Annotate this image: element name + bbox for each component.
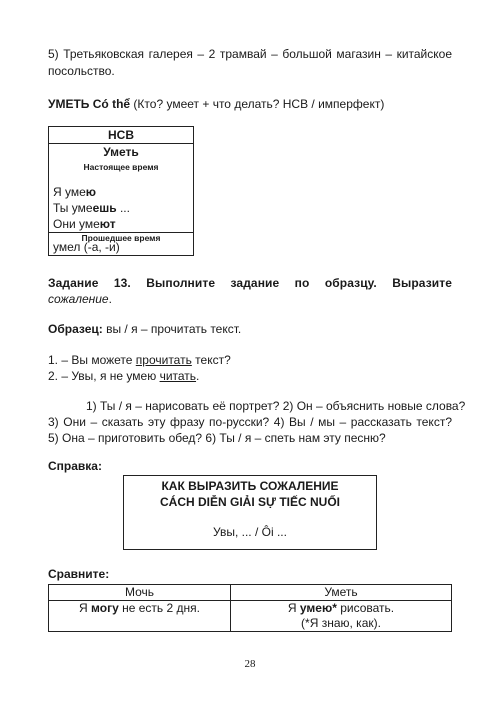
cell-text: рисовать. <box>336 601 395 615</box>
task-title <box>48 275 452 292</box>
compare-cell-moch <box>49 601 230 616</box>
task-period: . <box>108 292 112 306</box>
task-italic: сожаление <box>48 292 109 306</box>
intro-line-1: 5) Третьяковская галерея – 2 трамвай – большой магазин – китайское <box>48 47 452 61</box>
conj-stem: Ты уме <box>53 201 93 215</box>
conj-stem: Они уме <box>53 217 100 231</box>
cell-text: Я <box>287 601 300 615</box>
example-text: 1. – Вы можете <box>48 353 136 367</box>
example-underlined: читать <box>159 369 197 383</box>
cell-text: Я <box>79 601 92 615</box>
present-tense-label: Настоящее время <box>83 162 159 172</box>
umet-heading-rest: (Кто? умеет + что делать? НСВ / имперфект) <box>130 97 385 111</box>
compare-label <box>48 566 452 583</box>
conj-row-ty <box>49 200 193 216</box>
example-text: текст? <box>191 353 231 367</box>
nsv-table-header: НСВ <box>49 127 193 144</box>
example-text: 2. – Увы, я не умею <box>48 369 160 383</box>
past-tense-value: умел (-а, -и) <box>53 240 120 254</box>
sample-line <box>48 321 452 338</box>
umet-heading <box>48 96 452 113</box>
reference-title-ru: КАК ВЫРАЗИТЬ СОЖАЛЕНИЕ <box>161 479 339 493</box>
reference-label <box>48 458 452 475</box>
cell-text: не есть 2 дня. <box>118 601 200 615</box>
intro-line-2: посольство. <box>48 64 115 78</box>
compare-cell-umet <box>231 601 451 616</box>
compare-header-moch: Мочь <box>124 585 155 599</box>
cell-bold: умею* <box>299 601 337 615</box>
example-text: . <box>196 369 200 383</box>
compare-header-umet: Уметь <box>324 585 358 599</box>
conj-ending: ют <box>99 217 116 231</box>
page-number: 28 <box>244 658 256 670</box>
exercise-line-1: 1) Ты / я – нарисовать её портрет? 2) Он – объяснить новые слова? <box>86 399 466 413</box>
reference-title-vi: CÁCH DIỄN GIẢI SỰ TIẾC NUỐI <box>160 495 340 509</box>
exercise-line-3: 5) Она – приготовить обед? 6) Ты / я – спеть нам эту песню? <box>48 431 386 445</box>
conj-row-ya <box>49 184 193 200</box>
umet-heading-bold: УМЕТЬ Có thể <box>48 97 131 111</box>
task-title-line-2 <box>48 291 452 308</box>
compare-label-text: Сравните: <box>48 567 110 581</box>
reference-box <box>123 475 377 550</box>
reference-example: Увы, ... / Ôi ... <box>213 525 287 539</box>
example-1 <box>48 352 452 369</box>
past-tense-label: Прошедшее время <box>81 233 161 243</box>
nsv-conjugation-table <box>48 126 194 256</box>
example-underlined: прочитать <box>135 353 192 367</box>
compare-table <box>48 584 452 632</box>
compare-cell-umet-note: (*Я знаю, как). <box>301 616 381 630</box>
conj-ellipsis: ... <box>116 201 130 215</box>
reference-label-text: Справка: <box>48 459 102 473</box>
sample-text: вы / я – прочитать текст. <box>102 322 242 336</box>
conj-ending: ешь <box>92 201 117 215</box>
nsv-verb: Уметь <box>103 145 139 159</box>
conj-stem: Я уме <box>53 185 86 199</box>
task-title-bold: Задание 13. Выполните задание по образцу. Выразите <box>48 276 452 290</box>
example-2 <box>48 368 452 385</box>
cell-bold: могу <box>91 601 119 615</box>
conj-row-oni <box>49 216 193 232</box>
conj-ending: ю <box>85 185 97 199</box>
exercise-line-2: 3) Они – сказать эту фразу по-русски? 4) Вы / мы – рассказать текст? <box>48 415 452 429</box>
sample-label: Образец: <box>48 322 103 336</box>
